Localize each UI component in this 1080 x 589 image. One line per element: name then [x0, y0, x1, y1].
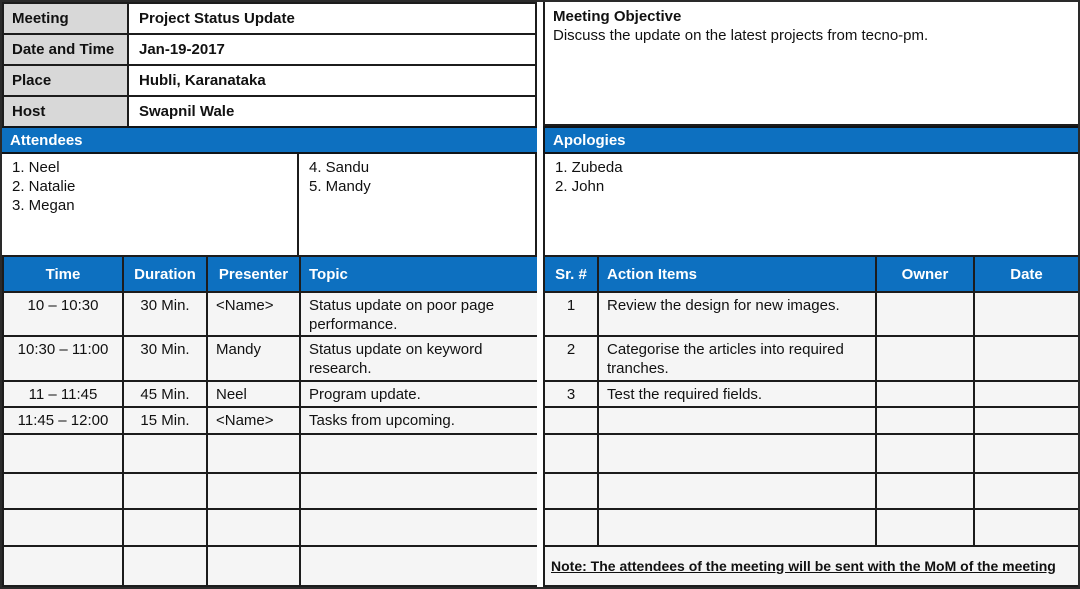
schedule-cell-duration: 45 Min.: [123, 381, 207, 407]
schedule-cell-duration: 15 Min.: [123, 407, 207, 434]
schedule-cell-topic: Status update on poor page performance.: [300, 292, 537, 336]
action-cell-item: [598, 473, 876, 509]
schedule-table: [2, 255, 537, 587]
schedule-cell-presenter: Mandy: [207, 336, 300, 381]
attendees-title: Attendees: [10, 131, 83, 149]
attendees-header-bar: [2, 126, 537, 154]
schedule-cell-presenter: [207, 546, 300, 586]
action-cell-owner: [876, 381, 974, 407]
schedule-row: [3, 381, 537, 407]
info-label-date-time: Date and Time: [3, 34, 128, 65]
list-item: 2. Natalie: [12, 178, 76, 195]
schedule-cell-time: 11:45 – 12:00: [3, 407, 123, 434]
list-item: 3. Megan: [12, 197, 75, 214]
action-cell-date: [974, 509, 1078, 546]
schedule-header-presenter: Presenter: [207, 256, 300, 292]
list-item: 1. Zubeda: [555, 159, 623, 176]
actions-header-date: Date: [974, 256, 1078, 292]
schedule-cell-topic: Program update.: [300, 381, 537, 407]
schedule-cell-duration: [123, 509, 207, 546]
meeting-objective-title: Meeting Objective: [553, 8, 682, 25]
action-cell-date: [974, 407, 1078, 434]
schedule-header-duration: Duration: [123, 256, 207, 292]
list-item: 5. Mandy: [309, 178, 371, 195]
action-cell-owner: [876, 473, 974, 509]
actions-header-owner: Owner: [876, 256, 974, 292]
meeting-objective-text: Discuss the update on the latest projects from tecno-pm.: [553, 27, 929, 44]
meeting-info-table: [2, 2, 537, 126]
action-cell-srno: 2: [544, 336, 598, 381]
actions-table: [543, 255, 1078, 587]
schedule-cell-time: 10:30 – 11:00: [3, 336, 123, 381]
apologies-header-bar: [543, 126, 1078, 154]
action-cell-date: [974, 434, 1078, 473]
action-row: [544, 509, 1078, 546]
action-cell-owner: [876, 336, 974, 381]
schedule-cell-time: 11 – 11:45: [3, 381, 123, 407]
schedule-cell-topic: [300, 509, 537, 546]
schedule-half: [2, 255, 537, 587]
info-value-place: Hubli, Karanataka: [128, 65, 536, 96]
schedule-cell-time: [3, 509, 123, 546]
note-cell: Note: The attendees of the meeting will be sent with the MoM of the meeting: [544, 546, 1078, 586]
attendees-list-col2: [299, 154, 537, 255]
schedule-row: [3, 336, 537, 381]
schedule-row: [3, 434, 537, 473]
info-label-host: Host: [3, 96, 128, 126]
schedule-cell-topic: Tasks from upcoming.: [300, 407, 537, 434]
action-cell-owner: [876, 292, 974, 336]
meeting-info-panel: [2, 2, 537, 126]
schedule-cell-duration: 30 Min.: [123, 292, 207, 336]
list-item: 4. Sandu: [309, 159, 370, 176]
schedule-header-topic: Topic: [300, 256, 537, 292]
action-cell-date: [974, 381, 1078, 407]
action-cell-srno: [544, 473, 598, 509]
action-cell-date: [974, 336, 1078, 381]
schedule-cell-topic: [300, 473, 537, 509]
attendees-body: [2, 154, 537, 255]
info-row: [3, 3, 536, 34]
action-row: [544, 381, 1078, 407]
schedule-cell-duration: [123, 546, 207, 586]
action-cell-srno: [544, 434, 598, 473]
action-cell-item: Test the required fields.: [598, 381, 876, 407]
action-cell-date: [974, 473, 1078, 509]
list-item: 2. John: [555, 178, 605, 195]
action-cell-srno: [544, 509, 598, 546]
schedule-cell-presenter: <Name>: [207, 407, 300, 434]
apologies-title: Apologies: [553, 131, 626, 149]
info-value-host: Swapnil Wale: [128, 96, 536, 126]
action-cell-owner: [876, 509, 974, 546]
schedule-cell-duration: [123, 473, 207, 509]
action-row: [544, 336, 1078, 381]
bottom-band: [2, 255, 1078, 587]
schedule-cell-time: [3, 473, 123, 509]
schedule-row: [3, 407, 537, 434]
info-row: [3, 96, 536, 126]
lists-band: [2, 154, 1078, 255]
actions-header-action-items: Action Items: [598, 256, 876, 292]
action-cell-date: [974, 292, 1078, 336]
objective-half: [543, 2, 1078, 126]
schedule-row: [3, 509, 537, 546]
info-value-date-time: Jan-19-2017: [128, 34, 536, 65]
schedule-row: [3, 292, 537, 336]
action-cell-owner: [876, 407, 974, 434]
action-cell-item: [598, 407, 876, 434]
schedule-cell-time: 10 – 10:30: [3, 292, 123, 336]
actions-half: [543, 255, 1078, 587]
info-value-meeting: Project Status Update: [128, 3, 536, 34]
schedule-cell-topic: [300, 434, 537, 473]
info-row: [3, 34, 536, 65]
schedule-cell-presenter: Neel: [207, 381, 300, 407]
action-cell-item: Review the design for new images.: [598, 292, 876, 336]
meeting-objective-panel: [543, 2, 1078, 126]
schedule-cell-topic: [300, 546, 537, 586]
action-cell-owner: [876, 434, 974, 473]
apologies-list: [543, 154, 1078, 255]
schedule-cell-time: [3, 546, 123, 586]
section-bars: [2, 126, 1078, 154]
schedule-cell-duration: 30 Min.: [123, 336, 207, 381]
schedule-cell-presenter: [207, 509, 300, 546]
schedule-row: [3, 546, 537, 586]
actions-header-srno: Sr. #: [544, 256, 598, 292]
top-band: [2, 2, 1078, 126]
schedule-cell-presenter: <Name>: [207, 292, 300, 336]
schedule-cell-duration: [123, 434, 207, 473]
schedule-cell-presenter: [207, 473, 300, 509]
action-row: [544, 434, 1078, 473]
info-row: [3, 65, 536, 96]
action-row: [544, 407, 1078, 434]
action-cell-srno: 1: [544, 292, 598, 336]
list-item: 1. Neel: [12, 159, 60, 176]
schedule-header-time: Time: [3, 256, 123, 292]
action-cell-item: Categorise the articles into required tranches.: [598, 336, 876, 381]
action-row: [544, 473, 1078, 509]
action-cell-srno: [544, 407, 598, 434]
schedule-cell-presenter: [207, 434, 300, 473]
action-cell-item: [598, 434, 876, 473]
schedule-cell-time: [3, 434, 123, 473]
action-row: [544, 292, 1078, 336]
info-label-place: Place: [3, 65, 128, 96]
schedule-cell-topic: Status update on keyword research.: [300, 336, 537, 381]
note-row: [544, 546, 1078, 586]
attendees-list-col1: [2, 154, 299, 255]
action-cell-srno: 3: [544, 381, 598, 407]
info-label-meeting: Meeting: [3, 3, 128, 34]
schedule-row: [3, 473, 537, 509]
action-cell-item: [598, 509, 876, 546]
